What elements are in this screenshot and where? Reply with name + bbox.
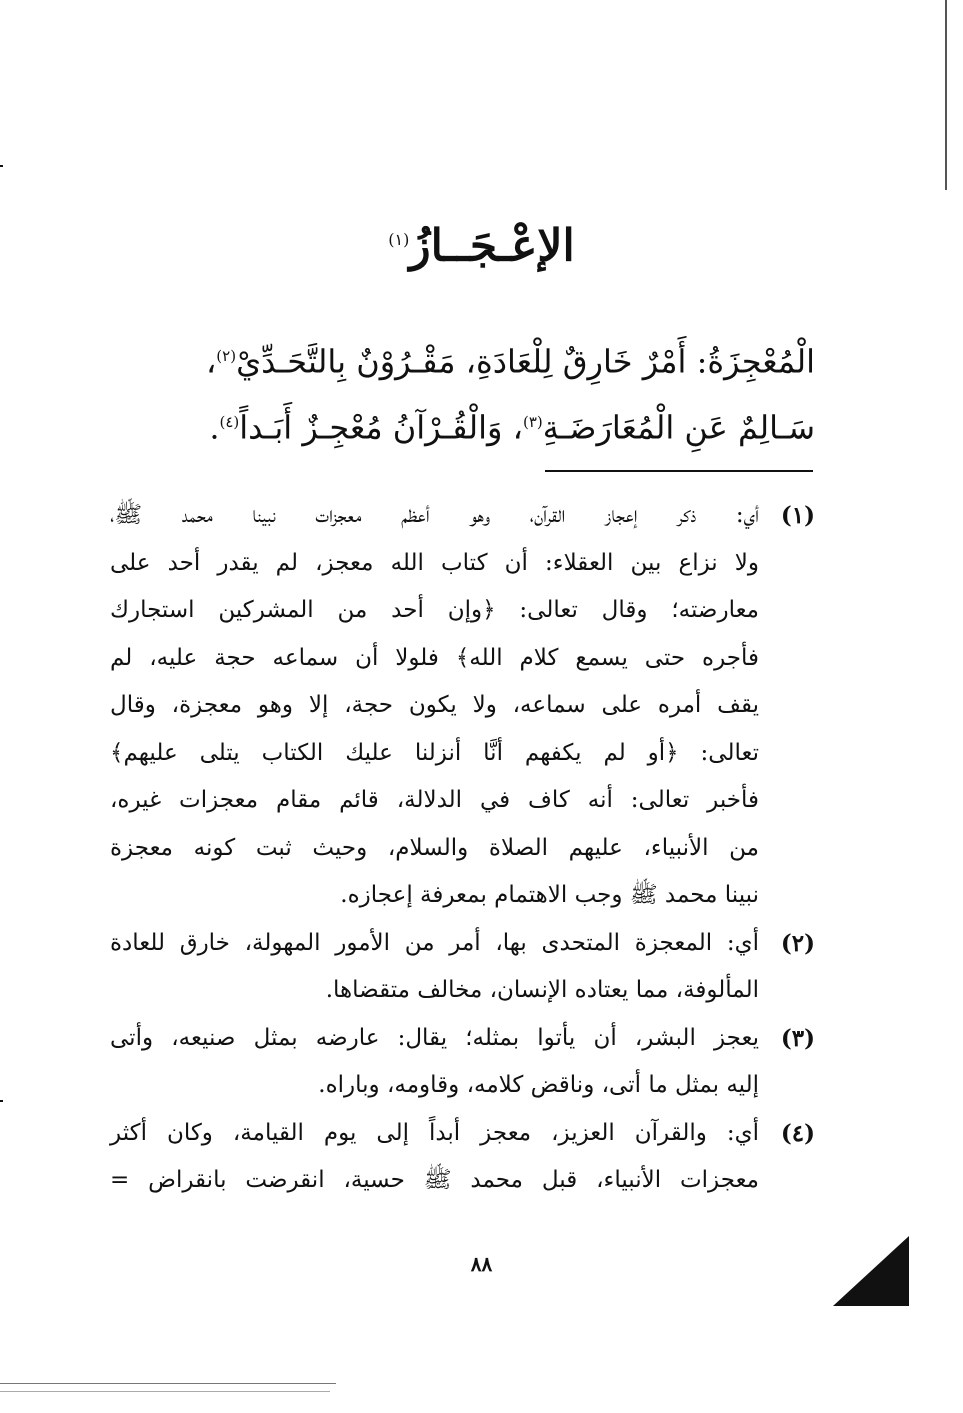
footnote-line: إليه بمثل ما أتى، وناقض كلامه، وقاومه، وباراه. — [318, 1072, 759, 1098]
page-number: ٨٨ — [470, 1252, 493, 1276]
footnote-line: معارضته؛ وقال تعالى: ﴿وإن أحد من المشركين استجارك — [110, 597, 759, 623]
definition-text: الْمُعْجِزَةُ: أَمْرٌ خَارِقٌ لِلْعَادَةِ، مَقْـرُوْنٌ بِالتَّحَـدِّيْ — [236, 342, 815, 381]
footnote-line: أي: ذكر إعجاز القرآن، وهو أعظم معجزات نبينا محمد ﷺ، — [110, 502, 759, 528]
footnote-line: أي: والقرآن العزيز، معجز أبداً إلى يوم القيامة، وكان أكثر — [110, 1119, 759, 1146]
margin-tick-mark — [0, 165, 3, 167]
page-edge-shadow — [945, 0, 947, 190]
footnote — [110, 1110, 815, 1205]
footnote — [110, 1015, 815, 1110]
footnote-ref: (٤) — [219, 412, 240, 431]
footnote-ref: (٣) — [522, 412, 543, 431]
footnote — [110, 492, 815, 920]
definition-text: ، وَالْقُـرْآنُ مُعْجِـزٌ أَبَـداً — [239, 408, 523, 447]
footnote-line: يعجز البشر، أن يأتوا بمثله؛ يقال: عارضه بمثل صنيعه، وأتى — [110, 1024, 759, 1051]
footnote-number: (١) — [780, 502, 815, 529]
definition-text: . — [209, 408, 220, 447]
footnote-line: ولا نزاع بين العقلاء: أن كتاب الله معجز، لم يقدر أحد على — [110, 549, 759, 576]
footnote-line: من الأنبياء، عليهم الصلاة والسلام، وحيث ثبت كونه معجزة — [110, 834, 759, 861]
scan-edge-line — [0, 1391, 330, 1392]
footnote-line: فأخبر تعالى: أنه كاف في الدلالة، قائم مقام معجزات غيره، — [110, 787, 759, 813]
definition-text: سَـالِمٌ عَنِ الْمُعَارَضَـةِ — [542, 408, 815, 447]
definition-paragraph — [135, 326, 815, 457]
definition-line — [135, 326, 815, 392]
footnote-line: تعالى: ﴿أو لم يكفهم أنَّا أنزلنا عليك الكتاب يتلى عليهم﴾ — [110, 739, 759, 766]
footnote-line: نبينا محمد ﷺ وجب الاهتمام بمعرفة إعجازه. — [340, 882, 759, 908]
footnote — [110, 920, 815, 1015]
scan-edge-line — [0, 1383, 336, 1384]
chapter-title-footnote-ref: (١) — [388, 230, 410, 249]
footnote-number: (٣) — [780, 1024, 815, 1052]
footnote-line: يقف أمره على سماعه، ولا يكون حجة، إلا وهو معجزة، وقال — [110, 692, 759, 718]
definition-text: ، — [205, 342, 217, 381]
footnote-number: (٢) — [780, 929, 815, 957]
definition-line — [135, 392, 815, 458]
footnote-ref: (٢) — [216, 347, 237, 365]
chapter-title — [0, 205, 963, 282]
chapter-title-text: الإعْـجَــازُ — [409, 220, 575, 272]
footnote-line: فأجره حتى يسمع كلام الله﴾ فلولا أن سماعه حجة عليه، لم — [110, 644, 759, 671]
footnote-number: (٤) — [780, 1119, 815, 1147]
footnote-line: معجزات الأنبياء، قبل محمد ﷺ حسية، انقرضت بانقراض = — [110, 1167, 759, 1193]
page-corner-triangle-icon — [833, 1236, 909, 1306]
footnote-line: المألوفة، مما يعتاده الإنسان، مخالف متقضاها. — [325, 977, 759, 1003]
footnote-separator — [545, 470, 813, 472]
footnotes — [110, 492, 815, 1205]
footnote-line: أي: المعجزة المتحدى بها، أمر من الأمور المهولة، خارق للعادة — [110, 929, 759, 956]
margin-tick-mark — [0, 1100, 3, 1102]
